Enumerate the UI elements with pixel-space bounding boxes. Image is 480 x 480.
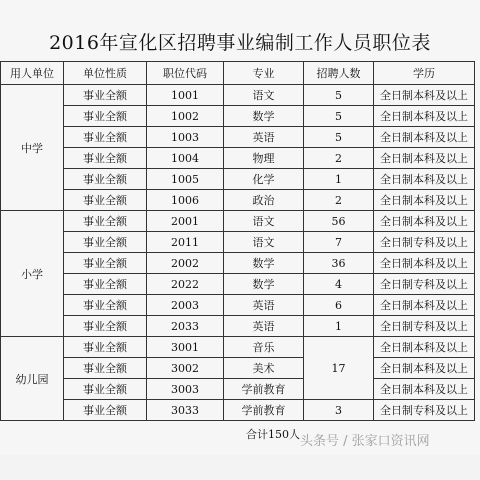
header-education: 学历	[374, 62, 475, 85]
nature-cell: 事业全额	[64, 400, 147, 421]
table-row	[1, 85, 475, 106]
unit-cell: 中学	[1, 85, 64, 211]
major-cell: 英语	[224, 127, 304, 148]
nature-cell: 事业全额	[64, 190, 147, 211]
major-cell: 数学	[224, 106, 304, 127]
count-cell: 3	[304, 400, 374, 421]
count-cell: 17	[304, 337, 374, 400]
nature-cell: 事业全额	[64, 358, 147, 379]
code-cell: 1001	[147, 85, 224, 106]
major-cell: 语文	[224, 232, 304, 253]
page-title: 2016年宣化区招聘事业编制工作人员职位表	[49, 32, 431, 54]
major-cell: 音乐	[224, 337, 304, 358]
count-cell: 4	[304, 274, 374, 295]
table-row	[1, 211, 475, 232]
header-major: 专业	[224, 62, 304, 85]
table-row	[1, 148, 475, 169]
table-row	[1, 106, 475, 127]
header-code: 职位代码	[147, 62, 224, 85]
education-cell: 全日制本科及以上	[374, 127, 475, 148]
code-cell: 1002	[147, 106, 224, 127]
table-row	[1, 358, 475, 379]
major-cell: 语文	[224, 85, 304, 106]
count-cell: 5	[304, 106, 374, 127]
major-cell: 学前教育	[224, 400, 304, 421]
code-cell: 2022	[147, 274, 224, 295]
education-cell: 全日制本科及以上	[374, 169, 475, 190]
nature-cell: 事业全额	[64, 211, 147, 232]
education-cell: 全日制专科及以上	[374, 400, 475, 421]
table-row	[1, 169, 475, 190]
education-cell: 全日制本科及以上	[374, 85, 475, 106]
table-row	[1, 274, 475, 295]
watermark: 头条号 / 张家口资讯网	[300, 434, 430, 449]
code-cell: 1004	[147, 148, 224, 169]
nature-cell: 事业全额	[64, 148, 147, 169]
count-cell: 2	[304, 148, 374, 169]
code-cell: 3033	[147, 400, 224, 421]
nature-cell: 事业全额	[64, 274, 147, 295]
header-unit: 用人单位	[1, 62, 64, 85]
code-cell: 2011	[147, 232, 224, 253]
education-cell: 全日制本科及以上	[374, 358, 475, 379]
header-nature: 单位性质	[64, 62, 147, 85]
code-cell: 2003	[147, 295, 224, 316]
education-cell: 全日制本科及以上	[374, 253, 475, 274]
code-cell: 1005	[147, 169, 224, 190]
unit-cell: 幼儿园	[1, 337, 64, 421]
education-cell: 全日制专科及以上	[374, 316, 475, 337]
unit-cell: 小学	[1, 211, 64, 337]
nature-cell: 事业全额	[64, 127, 147, 148]
education-cell: 全日制本科及以上	[374, 337, 475, 358]
table-row	[1, 232, 475, 253]
count-cell: 1	[304, 316, 374, 337]
nature-cell: 事业全额	[64, 106, 147, 127]
table-row	[1, 127, 475, 148]
code-cell: 3003	[147, 379, 224, 400]
code-cell: 3002	[147, 358, 224, 379]
major-cell: 英语	[224, 316, 304, 337]
count-cell: 6	[304, 295, 374, 316]
count-cell: 5	[304, 127, 374, 148]
major-cell: 语文	[224, 211, 304, 232]
code-cell: 3001	[147, 337, 224, 358]
education-cell: 全日制本科及以上	[374, 211, 475, 232]
education-cell: 全日制本科及以上	[374, 106, 475, 127]
nature-cell: 事业全额	[64, 379, 147, 400]
nature-cell: 事业全额	[64, 316, 147, 337]
education-cell: 全日制本科及以上	[374, 148, 475, 169]
major-cell: 政治	[224, 190, 304, 211]
table-row	[1, 190, 475, 211]
header-row	[1, 62, 475, 85]
count-cell: 5	[304, 85, 374, 106]
major-cell: 数学	[224, 274, 304, 295]
code-cell: 1003	[147, 127, 224, 148]
job-table	[0, 61, 475, 421]
bottom-blank	[0, 455, 480, 480]
major-cell: 物理	[224, 148, 304, 169]
count-cell: 56	[304, 211, 374, 232]
code-cell: 2002	[147, 253, 224, 274]
nature-cell: 事业全额	[64, 253, 147, 274]
nature-cell: 事业全额	[64, 337, 147, 358]
major-cell: 数学	[224, 253, 304, 274]
code-cell: 2001	[147, 211, 224, 232]
count-cell: 36	[304, 253, 374, 274]
education-cell: 全日制本科及以上	[374, 295, 475, 316]
code-cell: 1006	[147, 190, 224, 211]
nature-cell: 事业全额	[64, 169, 147, 190]
major-cell: 美术	[224, 358, 304, 379]
total-label: 合计150人	[246, 428, 300, 441]
nature-cell: 事业全额	[64, 232, 147, 253]
education-cell: 全日制专科及以上	[374, 274, 475, 295]
code-cell: 2033	[147, 316, 224, 337]
count-cell: 1	[304, 169, 374, 190]
count-cell: 2	[304, 190, 374, 211]
table-row	[1, 295, 475, 316]
nature-cell: 事业全额	[64, 295, 147, 316]
education-cell: 全日制专科及以上	[374, 232, 475, 253]
major-cell: 学前教育	[224, 379, 304, 400]
table-row	[1, 400, 475, 421]
table-row	[1, 337, 475, 358]
major-cell: 化学	[224, 169, 304, 190]
count-cell: 7	[304, 232, 374, 253]
table-row	[1, 253, 475, 274]
header-count: 招聘人数	[304, 62, 374, 85]
education-cell: 全日制本科及以上	[374, 190, 475, 211]
education-cell: 全日制本科及以上	[374, 379, 475, 400]
table-row	[1, 316, 475, 337]
major-cell: 英语	[224, 295, 304, 316]
nature-cell: 事业全额	[64, 85, 147, 106]
table-row	[1, 379, 475, 400]
